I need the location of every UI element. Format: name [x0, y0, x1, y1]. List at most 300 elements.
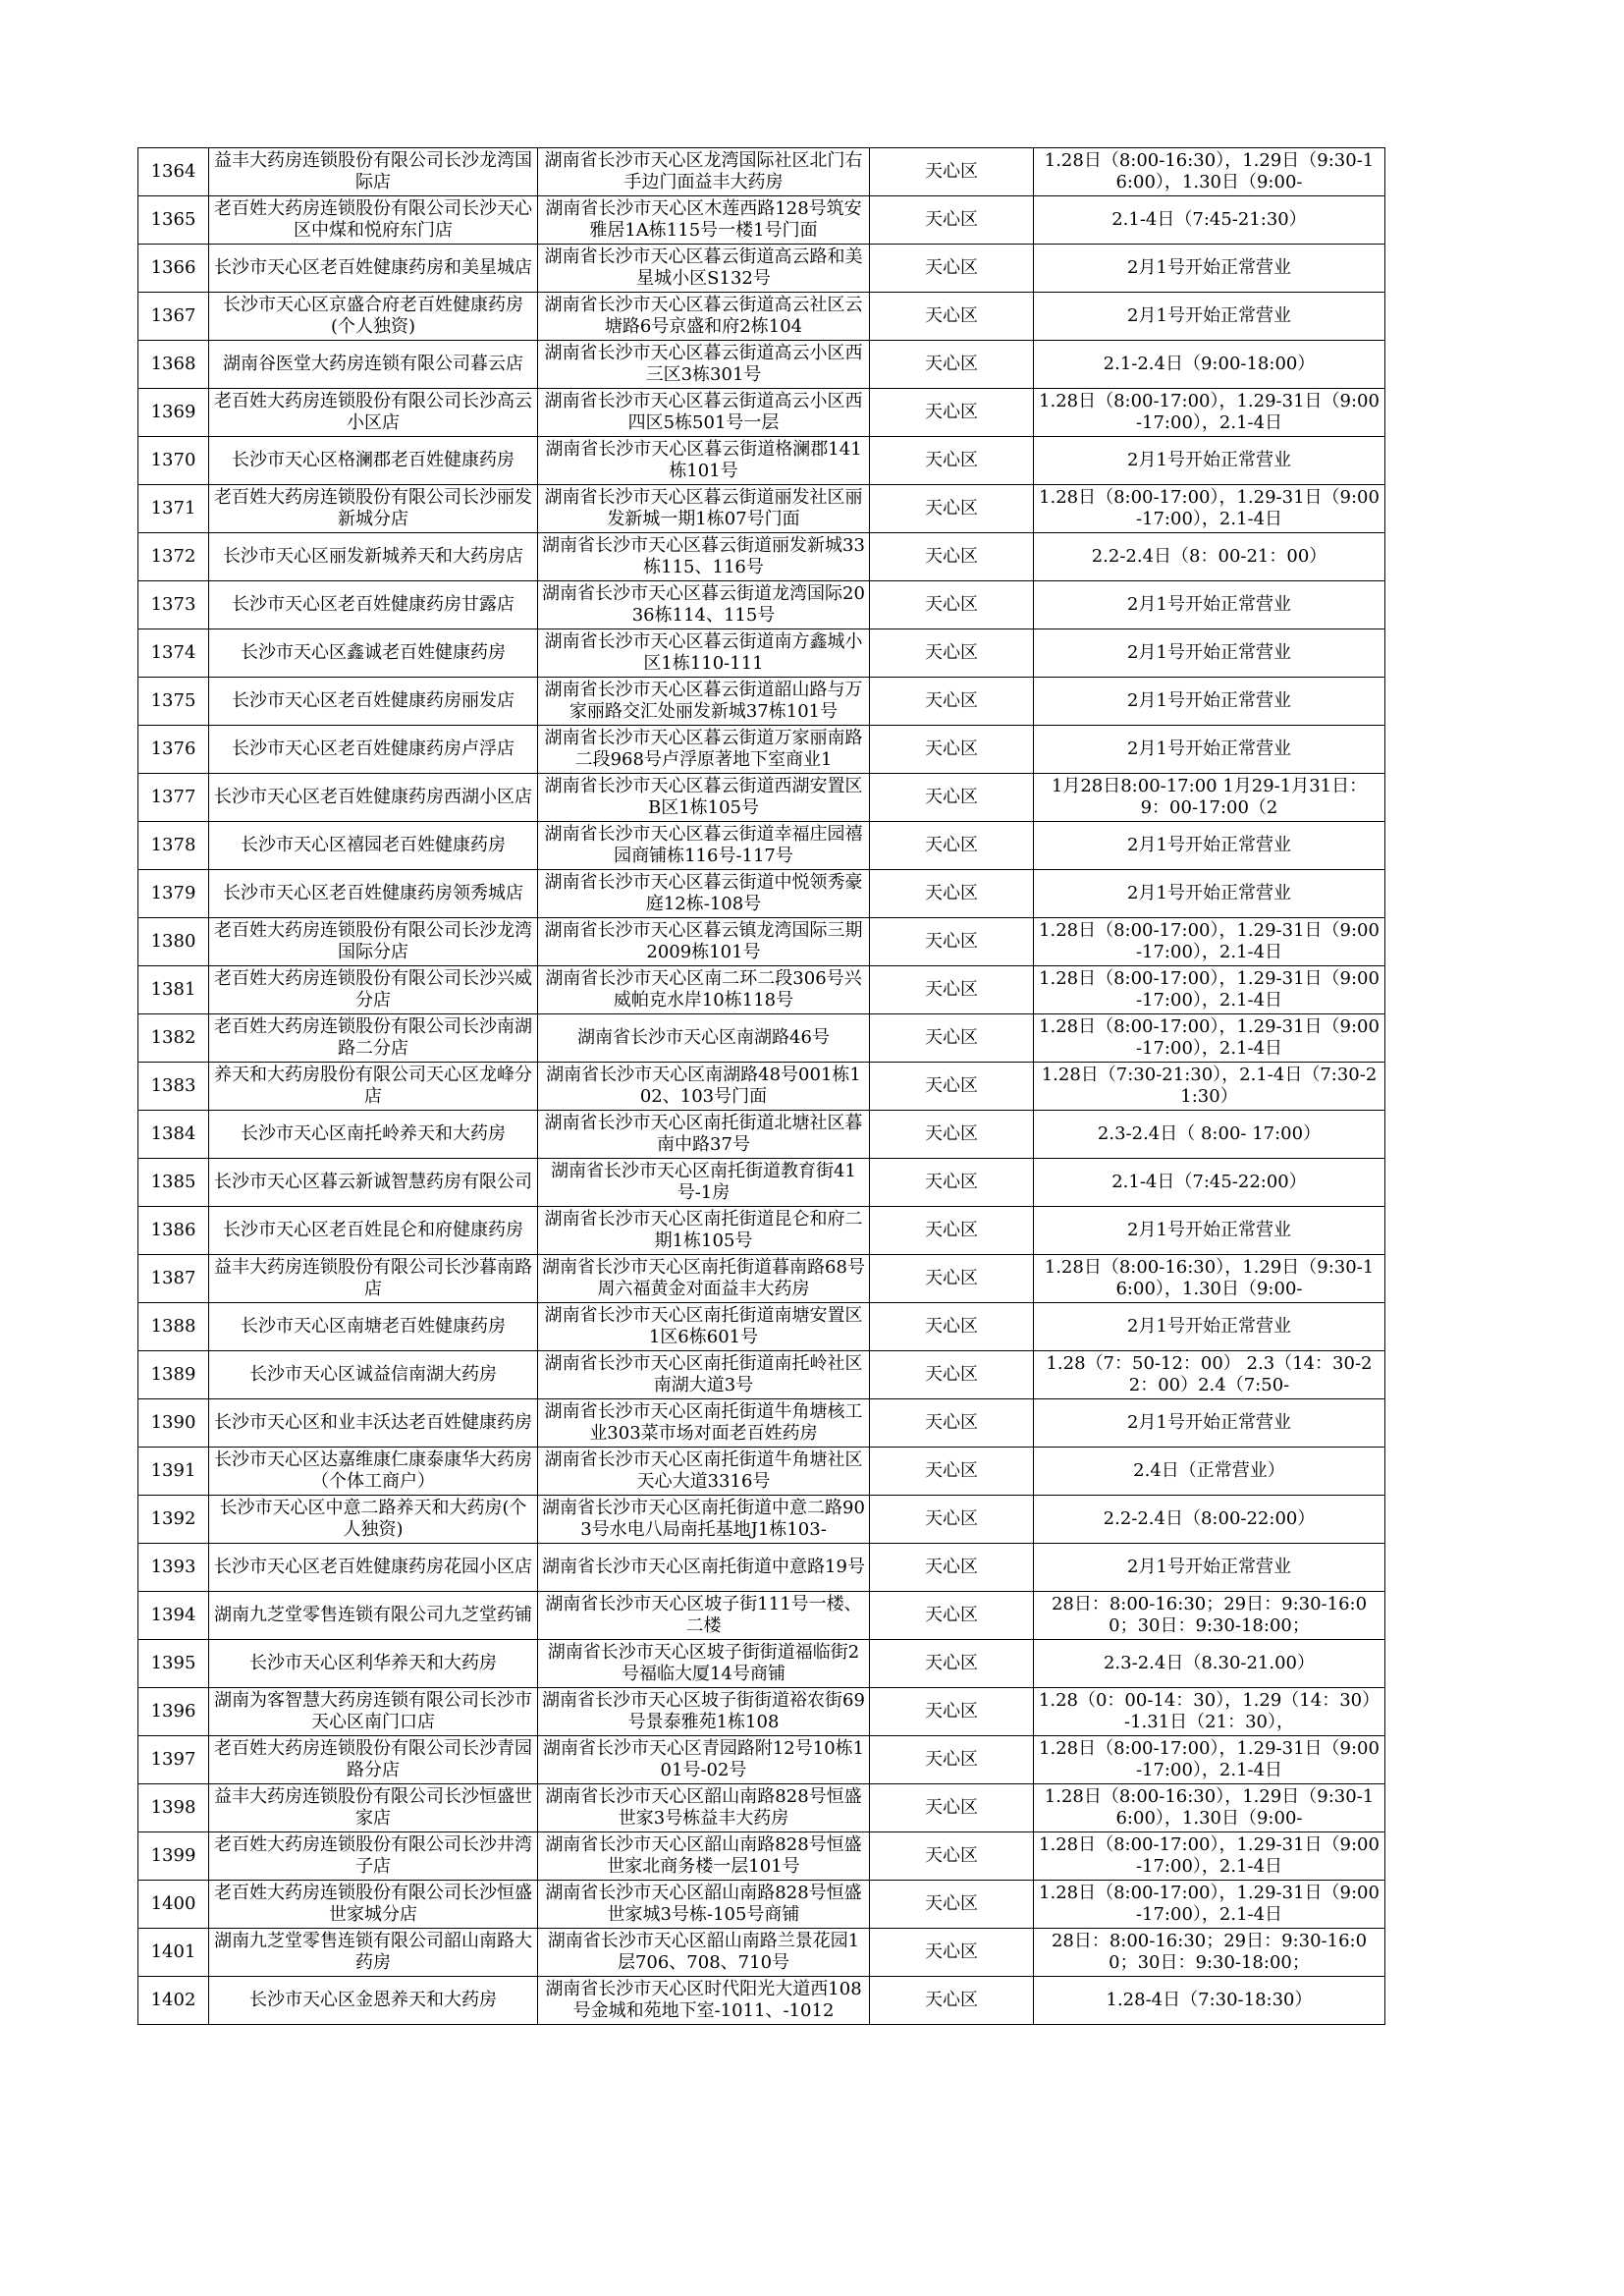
hours-cell — [1034, 581, 1385, 629]
pharmacy-name-text: 湖南谷医堂大药房连锁有限公司暮云店 — [223, 354, 523, 374]
row-number-text: 1386 — [150, 1220, 196, 1240]
pharmacy-name-text: 老百姓大药房连锁股份有限公司长沙龙湾国际分店 — [214, 920, 532, 962]
hours-text: 1月28日8:00-17:00 1月29-1月31日：9：00-17:00（2 — [1051, 776, 1368, 818]
row-number-cell — [138, 1784, 209, 1832]
row-number-cell — [138, 918, 209, 966]
table-row — [138, 485, 1385, 533]
pharmacy-name-text: 长沙市天心区利华养天和大药房 — [249, 1653, 497, 1673]
row-number-text: 1381 — [150, 979, 196, 1000]
address-text: 湖南省长沙市天心区暮云街道丽发社区丽发新城一期1栋07号门面 — [544, 487, 863, 529]
table-row — [138, 341, 1385, 389]
pharmacy-name-cell — [209, 1977, 538, 2025]
row-number-text: 1377 — [150, 787, 196, 807]
address-text: 湖南省长沙市天心区韶山南路828号恒盛世家城3号栋-105号商铺 — [545, 1883, 862, 1925]
table-row — [138, 1063, 1385, 1111]
district-text: 天心区 — [925, 1605, 978, 1625]
pharmacy-name-text: 老百姓大药房连锁股份有限公司长沙井湾子店 — [214, 1834, 532, 1877]
row-number-text: 1375 — [150, 690, 196, 711]
row-number-cell — [138, 1688, 209, 1736]
hours-cell — [1034, 485, 1385, 533]
hours-cell — [1034, 1832, 1385, 1881]
table-body — [138, 148, 1385, 2025]
row-number-cell — [138, 1832, 209, 1881]
address-text: 湖南省长沙市天心区暮云街道西湖安置区B区1栋105号 — [544, 776, 863, 818]
row-number-text: 1392 — [150, 1508, 196, 1529]
row-number-cell — [138, 1351, 209, 1399]
pharmacy-name-text: 老百姓大药房连锁股份有限公司长沙丽发新城分店 — [214, 487, 532, 529]
row-number-text: 1384 — [150, 1123, 196, 1144]
row-number-text: 1364 — [150, 161, 196, 182]
pharmacy-name-text: 老百姓大药房连锁股份有限公司长沙天心区中煤和悦府东门店 — [214, 198, 532, 241]
row-number-cell — [138, 1448, 209, 1496]
row-number-text: 1366 — [150, 257, 196, 278]
pharmacy-name-cell — [209, 148, 538, 196]
table-row — [138, 1207, 1385, 1255]
row-number-text: 1374 — [150, 642, 196, 663]
table-row — [138, 1881, 1385, 1929]
address-cell — [538, 1303, 870, 1351]
hours-text: 1.28日（8:00-17:00），1.29-31日（9:00-17:00），2.1-4日 — [1039, 920, 1380, 962]
row-number-cell — [138, 1111, 209, 1159]
table-row — [138, 1014, 1385, 1063]
row-number-text: 1394 — [150, 1605, 196, 1625]
district-text: 天心区 — [925, 738, 978, 759]
row-number-text: 1371 — [150, 498, 196, 519]
pharmacy-name-cell — [209, 1929, 538, 1977]
district-cell — [870, 1014, 1034, 1063]
address-text: 湖南省长沙市天心区暮云街道南方鑫城小区1栋110-111 — [544, 631, 863, 674]
district-text: 天心区 — [925, 1123, 978, 1144]
pharmacy-name-cell — [209, 533, 538, 581]
row-number-cell — [138, 1014, 209, 1063]
table-row — [138, 581, 1385, 629]
address-cell — [538, 148, 870, 196]
address-cell — [538, 1688, 870, 1736]
row-number-cell — [138, 726, 209, 774]
pharmacy-name-cell — [209, 1303, 538, 1351]
pharmacy-name-text: 长沙市天心区鑫诚老百姓健康药房 — [241, 642, 506, 663]
row-number-cell — [138, 581, 209, 629]
district-cell — [870, 148, 1034, 196]
address-text: 湖南省长沙市天心区青园路附12号10栋101号-02号 — [542, 1738, 865, 1780]
row-number-text: 1391 — [150, 1460, 196, 1481]
address-cell — [538, 1351, 870, 1399]
address-cell — [538, 1881, 870, 1929]
address-cell — [538, 1207, 870, 1255]
table-row — [138, 1736, 1385, 1784]
address-text: 湖南省长沙市天心区南托街道牛角塘核工业303菜市场对面老百姓药房 — [544, 1401, 863, 1444]
hours-cell — [1034, 726, 1385, 774]
hours-cell — [1034, 1399, 1385, 1448]
district-text: 天心区 — [925, 594, 978, 615]
hours-cell — [1034, 389, 1385, 437]
address-cell — [538, 629, 870, 678]
address-cell — [538, 726, 870, 774]
hours-text: 1.28日（8:00-17:00），1.29-31日（9:00-17:00），2.1-4日 — [1039, 391, 1380, 433]
address-text: 湖南省长沙市天心区南托街道暮南路68号周六福黄金对面益丰大药房 — [542, 1257, 865, 1299]
address-cell — [538, 1496, 870, 1544]
hours-cell — [1034, 1303, 1385, 1351]
hours-cell — [1034, 1111, 1385, 1159]
district-cell — [870, 1688, 1034, 1736]
row-number-cell — [138, 1736, 209, 1784]
row-number-text: 1399 — [150, 1845, 196, 1866]
hours-text: 1.28日（7:30-21:30），2.1-4日（7:30-21:30） — [1041, 1065, 1378, 1107]
address-text: 湖南省长沙市天心区暮云街道龙湾国际2036栋114、115号 — [542, 583, 865, 626]
pharmacy-name-text: 长沙市天心区老百姓健康药房花园小区店 — [214, 1557, 532, 1577]
table-row — [138, 678, 1385, 726]
pharmacy-name-cell — [209, 1448, 538, 1496]
row-number-text: 1378 — [150, 835, 196, 855]
row-number-text: 1365 — [150, 209, 196, 230]
district-cell — [870, 1351, 1034, 1399]
district-text: 天心区 — [925, 1364, 978, 1385]
address-cell — [538, 678, 870, 726]
hours-cell — [1034, 1736, 1385, 1784]
pharmacy-name-text: 老百姓大药房连锁股份有限公司长沙兴威分店 — [214, 968, 532, 1011]
district-cell — [870, 1303, 1034, 1351]
district-text: 天心区 — [925, 498, 978, 519]
hours-text: 2月1号开始正常营业 — [1127, 1412, 1291, 1433]
hours-text: 1.28日（8:00-17:00），1.29-31日（9:00-17:00），2.1-4日 — [1039, 1016, 1380, 1059]
row-number-cell — [138, 148, 209, 196]
hours-cell — [1034, 437, 1385, 485]
hours-text: 2月1号开始正常营业 — [1127, 738, 1291, 759]
row-number-text: 1383 — [150, 1075, 196, 1096]
address-text: 湖南省长沙市天心区坡子街街道裕农街69号景泰雅苑1栋108 — [542, 1690, 865, 1732]
pharmacy-name-text: 老百姓大药房连锁股份有限公司长沙南湖路二分店 — [214, 1016, 532, 1059]
pharmacy-name-text: 长沙市天心区老百姓健康药房西湖小区店 — [214, 787, 532, 807]
district-text: 天心区 — [925, 450, 978, 470]
address-cell — [538, 581, 870, 629]
district-cell — [870, 678, 1034, 726]
row-number-text: 1385 — [150, 1172, 196, 1192]
pharmacy-name-cell — [209, 437, 538, 485]
pharmacy-name-text: 长沙市天心区金恩养天和大药房 — [249, 1990, 497, 2010]
pharmacy-name-text: 老百姓大药房连锁股份有限公司长沙恒盛世家城分店 — [214, 1883, 532, 1925]
row-number-text: 1402 — [150, 1990, 196, 2010]
district-cell — [870, 1592, 1034, 1640]
pharmacy-name-cell — [209, 389, 538, 437]
hours-cell — [1034, 341, 1385, 389]
hours-cell — [1034, 245, 1385, 293]
address-text: 湖南省长沙市天心区韶山南路828号恒盛世家3号栋益丰大药房 — [545, 1786, 862, 1829]
hours-text: 28日：8:00-16:30；29日：9:30-16:00；30日：9:30-18:00； — [1051, 1931, 1368, 1973]
district-cell — [870, 293, 1034, 341]
pharmacy-name-cell — [209, 1063, 538, 1111]
address-text: 湖南省长沙市天心区南湖路48号001栋102、103号门面 — [546, 1065, 861, 1107]
district-text: 天心区 — [925, 1701, 978, 1722]
row-number-cell — [138, 1255, 209, 1303]
row-number-cell — [138, 533, 209, 581]
hours-text: 1.28日（8:00-17:00），1.29-31日（9:00-17:00），2.1-4日 — [1039, 487, 1380, 529]
pharmacy-name-text: 老百姓大药房连锁股份有限公司长沙高云小区店 — [214, 391, 532, 433]
district-text: 天心区 — [925, 1316, 978, 1337]
pharmacy-name-text: 湖南九芝堂零售连锁有限公司韶山南路大药房 — [214, 1931, 532, 1973]
address-cell — [538, 1399, 870, 1448]
pharmacy-name-cell — [209, 1784, 538, 1832]
district-cell — [870, 1881, 1034, 1929]
hours-cell — [1034, 1544, 1385, 1592]
pharmacy-name-text: 湖南九芝堂零售连锁有限公司九芝堂药铺 — [214, 1605, 532, 1625]
table-row — [138, 629, 1385, 678]
hours-text: 2月1号开始正常营业 — [1127, 883, 1291, 903]
row-number-text: 1382 — [150, 1027, 196, 1048]
row-number-cell — [138, 822, 209, 870]
table-row — [138, 1832, 1385, 1881]
hours-cell — [1034, 1592, 1385, 1640]
district-cell — [870, 822, 1034, 870]
district-cell — [870, 774, 1034, 822]
address-text: 湖南省长沙市天心区暮云街道高云社区云塘路6号京盛和府2栋104 — [544, 295, 863, 337]
pharmacy-name-cell — [209, 1351, 538, 1399]
table-row — [138, 293, 1385, 341]
hours-cell — [1034, 1496, 1385, 1544]
address-text: 湖南省长沙市天心区暮云街道高云小区西四区5栋501号一层 — [544, 391, 863, 433]
address-cell — [538, 1014, 870, 1063]
pharmacy-name-cell — [209, 1159, 538, 1207]
pharmacy-name-cell — [209, 1111, 538, 1159]
pharmacy-name-cell — [209, 1207, 538, 1255]
pharmacy-name-text: 长沙市天心区诚益信南湖大药房 — [249, 1364, 497, 1385]
hours-text: 1.28（0：00-14：30），1.29（14：30）-1.31日（21：30）， — [1038, 1690, 1380, 1732]
district-text: 天心区 — [925, 305, 978, 326]
hours-text: 2.1-4日（7:45-22:00） — [1111, 1172, 1307, 1192]
address-cell — [538, 1063, 870, 1111]
hours-text: 2月1号开始正常营业 — [1127, 257, 1291, 278]
address-cell — [538, 341, 870, 389]
pharmacy-name-text: 长沙市天心区达嘉维康仁康泰康华大药房（个体工商户） — [214, 1449, 532, 1492]
pharmacy-name-text: 长沙市天心区老百姓昆仑和府健康药房 — [223, 1220, 523, 1240]
pharmacy-name-cell — [209, 196, 538, 245]
district-text: 天心区 — [925, 1941, 978, 1962]
address-text: 湖南省长沙市天心区暮云镇龙湾国际三期2009栋101号 — [544, 920, 863, 962]
address-cell — [538, 1111, 870, 1159]
row-number-cell — [138, 1399, 209, 1448]
pharmacy-name-text: 长沙市天心区禧园老百姓健康药房 — [241, 835, 506, 855]
address-cell — [538, 1832, 870, 1881]
pharmacy-name-cell — [209, 1736, 538, 1784]
pharmacy-name-text: 湖南为客智慧大药房连锁有限公司长沙市天心区南门口店 — [214, 1690, 532, 1732]
district-cell — [870, 1159, 1034, 1207]
district-text: 天心区 — [925, 1557, 978, 1577]
hours-cell — [1034, 1688, 1385, 1736]
district-cell — [870, 533, 1034, 581]
address-text: 湖南省长沙市天心区南托街道中意路19号 — [542, 1557, 865, 1577]
row-number-text: 1379 — [150, 883, 196, 903]
district-cell — [870, 196, 1034, 245]
pharmacy-name-text: 长沙市天心区老百姓健康药房丽发店 — [232, 690, 514, 711]
pharmacy-name-cell — [209, 341, 538, 389]
district-text: 天心区 — [925, 402, 978, 422]
hours-cell — [1034, 533, 1385, 581]
district-text: 天心区 — [925, 1172, 978, 1192]
hours-text: 2月1号开始正常营业 — [1127, 1316, 1291, 1337]
hours-text: 2.1-2.4日（9:00-18:00） — [1103, 354, 1316, 374]
row-number-cell — [138, 1207, 209, 1255]
address-text: 湖南省长沙市天心区韶山南路兰景花园1层706、708、710号 — [547, 1931, 860, 1973]
pharmacy-name-text: 长沙市天心区老百姓健康药房卢浮店 — [232, 738, 514, 759]
address-cell — [538, 1929, 870, 1977]
hours-text: 1.28日（8:00-17:00），1.29-31日（9:00-17:00），2.1-4日 — [1039, 1834, 1380, 1877]
district-cell — [870, 1736, 1034, 1784]
pharmacy-name-cell — [209, 1399, 538, 1448]
row-number-text: 1376 — [150, 738, 196, 759]
row-number-cell — [138, 966, 209, 1014]
address-cell — [538, 437, 870, 485]
table-row — [138, 1111, 1385, 1159]
pharmacy-name-text: 养天和大药房股份有限公司天心区龙峰分店 — [214, 1065, 532, 1107]
table-row — [138, 1592, 1385, 1640]
table-row — [138, 196, 1385, 245]
pharmacy-name-text: 长沙市天心区格澜郡老百姓健康药房 — [232, 450, 514, 470]
address-cell — [538, 918, 870, 966]
table-row — [138, 389, 1385, 437]
district-text: 天心区 — [925, 1027, 978, 1048]
address-cell — [538, 1977, 870, 2025]
pharmacy-name-cell — [209, 1688, 538, 1736]
district-text: 天心区 — [925, 1845, 978, 1866]
hours-text: 2.2-2.4日（8：00-21：00） — [1091, 546, 1327, 567]
district-cell — [870, 1255, 1034, 1303]
address-cell — [538, 1784, 870, 1832]
district-cell — [870, 1640, 1034, 1688]
pharmacy-name-cell — [209, 293, 538, 341]
hours-text: 1.28日（8:00-17:00），1.29-31日（9:00-17:00），2.1-4日 — [1039, 1883, 1380, 1925]
pharmacy-name-cell — [209, 1832, 538, 1881]
address-cell — [538, 774, 870, 822]
address-text: 湖南省长沙市天心区木莲西路128号筑安雅居1A栋115号一楼1号门面 — [545, 198, 862, 241]
hours-cell — [1034, 1448, 1385, 1496]
address-text: 湖南省长沙市天心区南托街道教育街41号-1房 — [551, 1161, 856, 1203]
hours-cell — [1034, 966, 1385, 1014]
address-cell — [538, 966, 870, 1014]
address-text: 湖南省长沙市天心区暮云街道幸福庄园禧园商铺栋116号-117号 — [544, 824, 863, 866]
district-text: 天心区 — [925, 931, 978, 952]
table-row — [138, 1929, 1385, 1977]
district-cell — [870, 1832, 1034, 1881]
district-text: 天心区 — [925, 1653, 978, 1673]
row-number-cell — [138, 1496, 209, 1544]
pharmacy-name-text: 长沙市天心区老百姓健康药房甘露店 — [232, 594, 514, 615]
address-text: 湖南省长沙市天心区暮云街道中悦领秀豪庭12栋-108号 — [544, 872, 863, 914]
row-number-text: 1398 — [150, 1797, 196, 1818]
address-text: 湖南省长沙市天心区暮云街道高云小区西三区3栋301号 — [544, 343, 863, 385]
pharmacy-name-text: 老百姓大药房连锁股份有限公司长沙青园路分店 — [214, 1738, 532, 1780]
row-number-text: 1369 — [150, 402, 196, 422]
hours-cell — [1034, 1784, 1385, 1832]
pharmacy-name-text: 长沙市天心区南塘老百姓健康药房 — [241, 1316, 506, 1337]
hours-cell — [1034, 1881, 1385, 1929]
row-number-cell — [138, 678, 209, 726]
table-row — [138, 1255, 1385, 1303]
row-number-text: 1396 — [150, 1701, 196, 1722]
address-text: 湖南省长沙市天心区南湖路46号 — [577, 1027, 830, 1048]
district-text: 天心区 — [925, 787, 978, 807]
hours-cell — [1034, 196, 1385, 245]
hours-cell — [1034, 1351, 1385, 1399]
address-text: 湖南省长沙市天心区暮云街道韶山路与万家丽路交汇处丽发新城37栋101号 — [544, 680, 863, 722]
pharmacy-name-cell — [209, 1592, 538, 1640]
hours-text: 1.28日（8:00-17:00），1.29-31日（9:00-17:00），2.1-4日 — [1039, 968, 1380, 1011]
row-number-text: 1380 — [150, 931, 196, 952]
address-text: 湖南省长沙市天心区暮云街道高云路和美星城小区S132号 — [544, 246, 863, 289]
table-row — [138, 1351, 1385, 1399]
address-cell — [538, 196, 870, 245]
hours-cell — [1034, 870, 1385, 918]
district-text: 天心区 — [925, 1893, 978, 1914]
row-number-cell — [138, 485, 209, 533]
row-number-text: 1400 — [150, 1893, 196, 1914]
district-text: 天心区 — [925, 642, 978, 663]
pharmacy-name-cell — [209, 581, 538, 629]
address-text: 湖南省长沙市天心区暮云街道万家丽南路二段968号卢浮原著地下室商业1 — [544, 728, 863, 770]
address-cell — [538, 1448, 870, 1496]
row-number-cell — [138, 196, 209, 245]
hours-text: 2.4日（正常营业） — [1133, 1460, 1285, 1481]
pharmacy-name-cell — [209, 1496, 538, 1544]
table-row — [138, 1303, 1385, 1351]
district-cell — [870, 1399, 1034, 1448]
hours-text: 2.2-2.4日（8:00-22:00） — [1103, 1508, 1316, 1529]
pharmacy-name-cell — [209, 1544, 538, 1592]
pharmacy-name-text: 长沙市天心区老百姓健康药房和美星城店 — [214, 257, 532, 278]
row-number-cell — [138, 629, 209, 678]
hours-text: 2月1号开始正常营业 — [1127, 1557, 1291, 1577]
address-cell — [538, 485, 870, 533]
district-cell — [870, 581, 1034, 629]
district-cell — [870, 1111, 1034, 1159]
district-cell — [870, 245, 1034, 293]
hours-text: 1.28日（8:00-16:30），1.29日（9:30-16:00），1.30日（9:00- — [1044, 150, 1375, 192]
district-cell — [870, 1784, 1034, 1832]
row-number-cell — [138, 1881, 209, 1929]
pharmacy-name-cell — [209, 485, 538, 533]
district-cell — [870, 1496, 1034, 1544]
address-text: 湖南省长沙市天心区时代阳光大道西108号金城和苑地下室-1011、-1012 — [545, 1979, 862, 2021]
address-text: 湖南省长沙市天心区南托街道中意二路903号水电八局南托基地J1栋103- — [542, 1498, 865, 1540]
address-text: 湖南省长沙市天心区龙湾国际社区北门右手边门面益丰大药房 — [544, 150, 863, 192]
district-text: 天心区 — [925, 354, 978, 374]
pharmacy-name-cell — [209, 774, 538, 822]
table-row — [138, 533, 1385, 581]
district-text: 天心区 — [925, 1990, 978, 2010]
row-number-text: 1388 — [150, 1316, 196, 1337]
table-row — [138, 1159, 1385, 1207]
hours-text: 1.28-4日（7:30-18:30） — [1106, 1990, 1313, 2010]
document-page — [137, 147, 1384, 2025]
pharmacy-name-cell — [209, 966, 538, 1014]
district-text: 天心区 — [925, 546, 978, 567]
table-row — [138, 726, 1385, 774]
table-row — [138, 1977, 1385, 2025]
hours-text: 2.3-2.4日（ 8:00- 17:00） — [1097, 1123, 1322, 1144]
address-cell — [538, 1159, 870, 1207]
pharmacy-name-text: 益丰大药房连锁股份有限公司长沙龙湾国际店 — [214, 150, 532, 192]
address-text: 湖南省长沙市天心区南二环二段306号兴威帕克水岸10栋118号 — [545, 968, 862, 1011]
table-row — [138, 245, 1385, 293]
hours-text: 2.1-4日（7:45-21:30） — [1111, 209, 1307, 230]
address-text: 湖南省长沙市天心区坡子街街道福临街2号福临大厦14号商铺 — [547, 1642, 860, 1684]
row-number-text: 1372 — [150, 546, 196, 567]
hours-text: 2月1号开始正常营业 — [1127, 305, 1291, 326]
district-cell — [870, 437, 1034, 485]
district-text: 天心区 — [925, 161, 978, 182]
hours-cell — [1034, 1063, 1385, 1111]
address-text: 湖南省长沙市天心区南托街道南托岭社区南湖大道3号 — [544, 1353, 863, 1395]
row-number-cell — [138, 870, 209, 918]
row-number-text: 1390 — [150, 1412, 196, 1433]
